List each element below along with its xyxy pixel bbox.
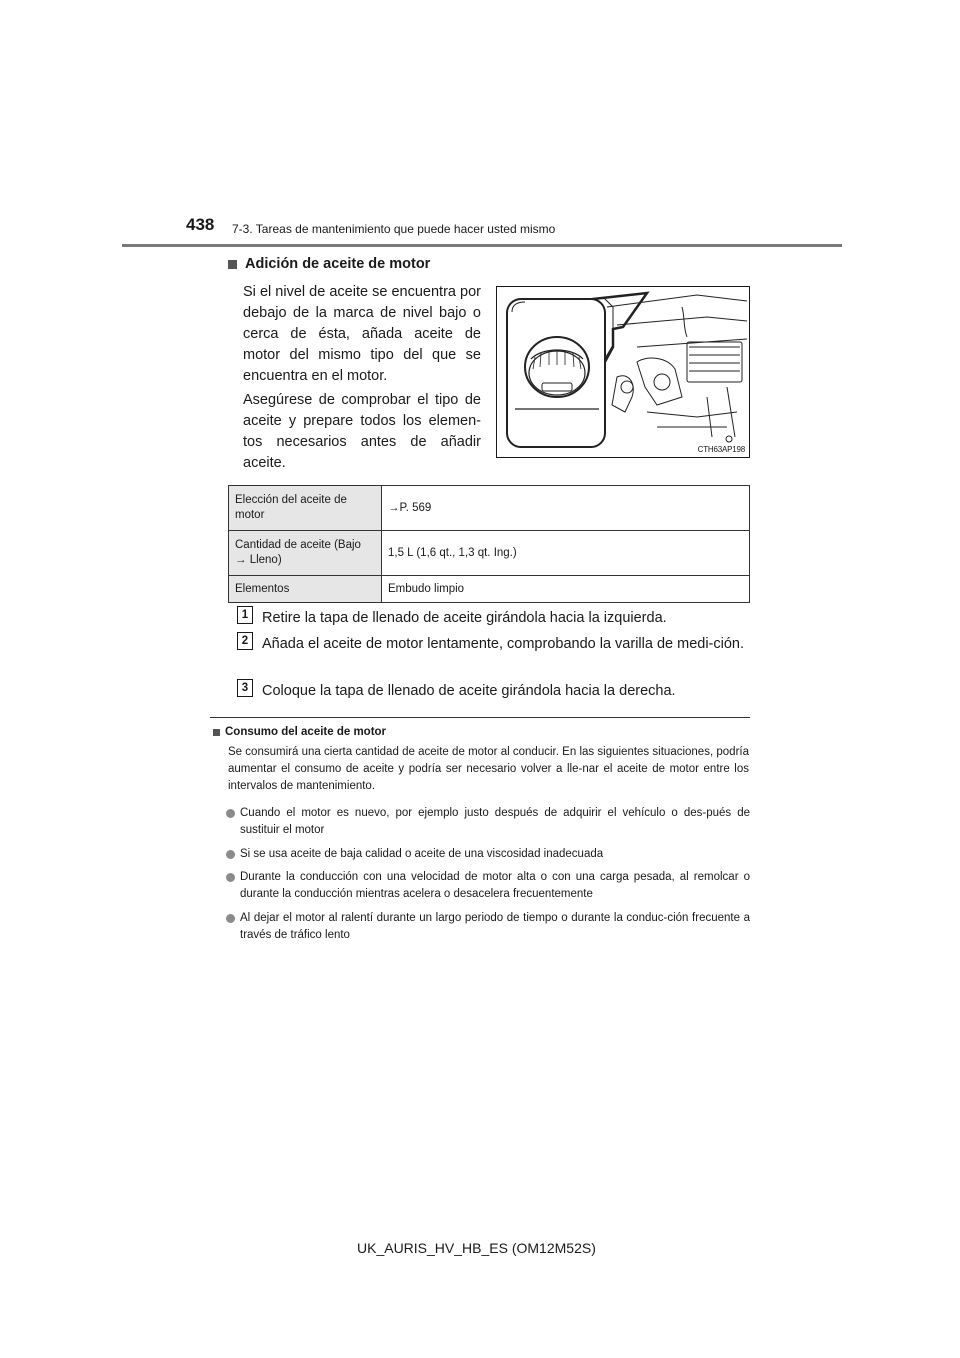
step-number-badge: 2: [237, 632, 253, 650]
items-label: Elementos: [229, 576, 382, 603]
step-number-badge: 1: [237, 606, 253, 624]
section-title-text: Adición de aceite de motor: [245, 256, 431, 272]
table-row: [229, 486, 750, 531]
oil-quantity-value: 1,5 L (1,6 qt., 1,3 qt. Ing.): [382, 531, 750, 576]
oil-choice-label: Elección del aceite de motor: [229, 486, 382, 531]
table-row: [229, 531, 750, 576]
engine-oil-cap-illustration: [496, 286, 750, 458]
note-paragraph: Se consumirá una cierta cantidad de aceite de motor al conducir. En las siguientes situaciones, podría aumentar el consumo de aceite y podría ser necesario volver a lle-nar el aceite de motor entre los intervalos de mantenimiento.: [228, 746, 749, 792]
step-3: [237, 681, 753, 702]
note-title: [213, 726, 386, 738]
bullet-text: Al dejar el motor al ralentí durante un largo periodo de tiempo o durante la conduc-ción frecuente a través de tráfico lento: [240, 912, 750, 941]
square-bullet-icon: [213, 729, 220, 736]
header-rule: [122, 244, 842, 247]
step-text: Retire la tapa de llenado de aceite girándola hacia la izquierda.: [262, 610, 667, 626]
table-row: [229, 576, 750, 603]
step-1: [237, 608, 753, 629]
step-number-badge: 3: [237, 679, 253, 697]
oil-quantity-label: Cantidad de aceite (Bajo → Lleno): [229, 531, 382, 576]
list-item: [226, 910, 750, 944]
section-divider: [210, 717, 750, 718]
page-number: 438: [186, 215, 215, 234]
square-bullet-icon: [228, 260, 237, 269]
bullet-text: Si se usa aceite de baja calidad o aceite de una viscosidad inadecuada: [240, 848, 604, 860]
step-2: [237, 634, 753, 655]
step-text: Coloque la tapa de llenado de aceite girándola hacia la derecha.: [262, 683, 676, 699]
bullet-dot-icon: [226, 914, 235, 923]
list-item: [226, 805, 750, 839]
items-value: Embudo limpio: [382, 576, 750, 603]
intro-paragraph: Si el nivel de aceite se encuentra por debajo de la marca de nivel bajo o cerca de ésta, añada aceite de motor del mismo tipo del que se encuentra en el motor.: [243, 284, 481, 384]
bullet-dot-icon: [226, 873, 235, 882]
oil-spec-table: [228, 485, 750, 603]
step-text: Añada el aceite de motor lentamente, comprobando la varilla de medi-ción.: [262, 636, 744, 652]
chapter-title: 7-3. Tareas de mantenimiento que puede hacer usted mismo: [232, 222, 556, 236]
bullet-text: Cuando el motor es nuevo, por ejemplo justo después de adquirir el vehículo o des-pués de sustituir el motor: [240, 807, 750, 836]
bullet-dot-icon: [226, 850, 235, 859]
list-item: [226, 846, 750, 863]
oil-choice-value: →P. 569: [382, 486, 750, 531]
bullet-dot-icon: [226, 809, 235, 818]
footer-code: UK_AURIS_HV_HB_ES (OM12M52S): [357, 1240, 596, 1256]
note-title-text: Consumo del aceite de motor: [225, 726, 387, 738]
section-title: [228, 256, 430, 272]
engine-bay-drawing: [497, 287, 750, 458]
list-item: [226, 869, 750, 903]
prepare-paragraph: Asegúrese de comprobar el tipo de aceite y prepare todos los elemen-tos necesarios antes de añadir aceite.: [243, 392, 481, 471]
bullet-text: Durante la conducción con una velocidad de motor alta o con una carga pesada, al remolcar o durante la conducción mientras acelera o desacelera frecuentemente: [240, 871, 750, 900]
figure-code: CTH63AP198: [697, 445, 745, 454]
